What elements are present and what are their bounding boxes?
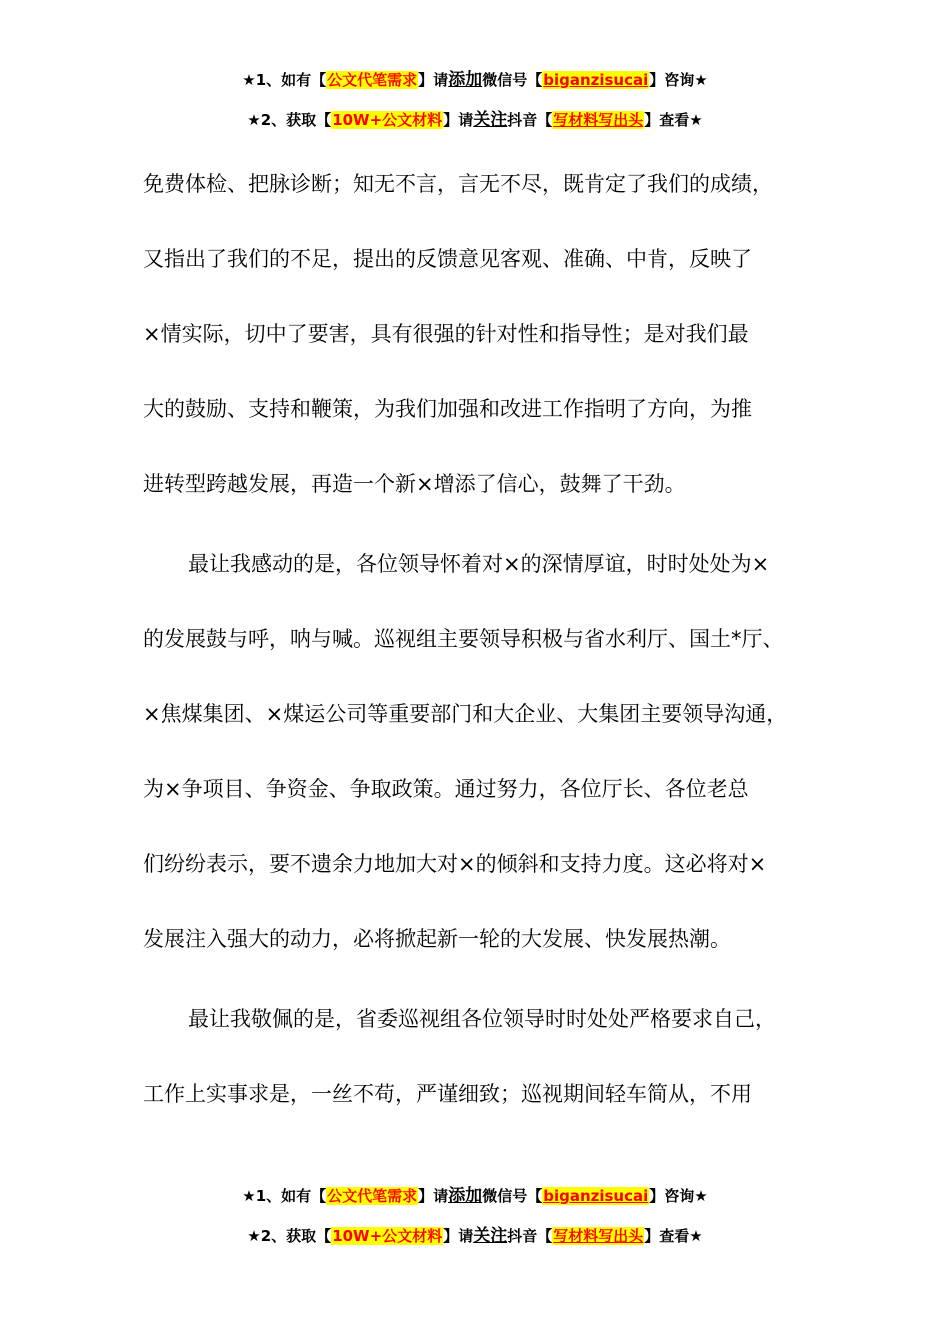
banner-highlight-service: 公文代笔需求 [327,1187,418,1205]
banner-line-1-prefix: ★1、如有【 [242,71,327,89]
text-line: 大的鼓励、支持和鞭策，为我们加强和改进工作指明了方向，为推 [143,397,752,421]
banner-line-1 [0,1185,950,1207]
text-line: 最让我敬佩的是，省委巡视组各位领导时时处处严格要求自己， [188,1007,776,1031]
paragraph-1 [143,166,833,541]
text-line: 进转型跨越发展，再造一个新×增添了信心，鼓舞了干劲。 [143,472,686,496]
banner-line-1-mid2: 微信号【 [482,1187,543,1205]
text-line: ×情实际，切中了要害，具有很强的针对性和指导性；是对我们最 [143,322,749,346]
paragraph-2 [143,546,833,996]
banner-line-2-mid2: 抖音【 [507,1227,553,1245]
banner-highlight-materials: 10W+公文材料 [332,1227,443,1245]
banner-line-1 [0,69,950,91]
text-line: 免费体检、把脉诊断；知无不言，言无不尽，既肯定了我们的成绩， [143,172,773,196]
banner-line-2-prefix: ★2、获取【 [247,1227,332,1245]
text-line: 最让我感动的是，各位领导怀着对×的深情厚谊，时时处处为× [188,552,770,576]
banner-line-1-mid2: 微信号【 [482,71,543,89]
text-line: 为×争项目、争资金、争取政策。通过努力，各位厅长、各位老总 [143,777,749,801]
banner-highlight-service: 公文代笔需求 [327,71,418,89]
banner-emphasis-add: 添加 [448,1186,483,1206]
banner-line-1-suffix: 】咨询★ [649,1187,708,1205]
paragraph-3 [143,1001,833,1151]
banner-emphasis-add: 添加 [448,70,483,90]
banner-line-2 [0,109,950,131]
banner-wechat-id: biganzisucai [543,1187,649,1205]
text-line: 又指出了我们的不足，提出的反馈意见客观、准确、中肯，反映了 [143,247,752,271]
banner-line-2-suffix: 】查看★ [644,111,703,129]
banner-line-2-mid2: 抖音【 [507,111,553,129]
text-line: ×焦煤集团、×煤运公司等重要部门和大企业、大集团主要领导沟通， [143,702,788,726]
text-line: 发展注入强大的动力，必将掀起新一轮的大发展、快发展热潮。 [143,927,731,951]
banner-wechat-id: biganzisucai [543,71,649,89]
banner-line-2-mid: 】请 [443,111,474,129]
footer-banner [0,1185,950,1247]
document-body [143,166,833,1151]
banner-line-2 [0,1225,950,1247]
banner-line-2-suffix: 】查看★ [644,1227,703,1245]
banner-line-1-mid: 】请 [418,1187,449,1205]
banner-line-1-mid: 】请 [418,71,449,89]
banner-line-2-mid: 】请 [443,1227,474,1245]
text-line: 工作上实事求是，一丝不苟，严谨细致；巡视期间轻车简从，不用 [143,1082,752,1106]
banner-emphasis-follow: 关注 [473,1226,508,1246]
banner-douyin-account: 写材料写出头 [553,1227,644,1245]
banner-emphasis-follow: 关注 [473,110,508,130]
banner-line-1-suffix: 】咨询★ [649,71,708,89]
banner-highlight-materials: 10W+公文材料 [332,111,443,129]
header-banner [0,69,950,131]
text-line: 的发展鼓与呼，呐与喊。巡视组主要领导积极与省水利厅、国土*厅、 [143,627,784,651]
banner-douyin-account: 写材料写出头 [553,111,644,129]
banner-line-2-prefix: ★2、获取【 [247,111,332,129]
banner-line-1-prefix: ★1、如有【 [242,1187,327,1205]
text-line: 们纷纷表示，要不遗余力地加大对×的倾斜和支持力度。这必将对× [143,852,767,876]
